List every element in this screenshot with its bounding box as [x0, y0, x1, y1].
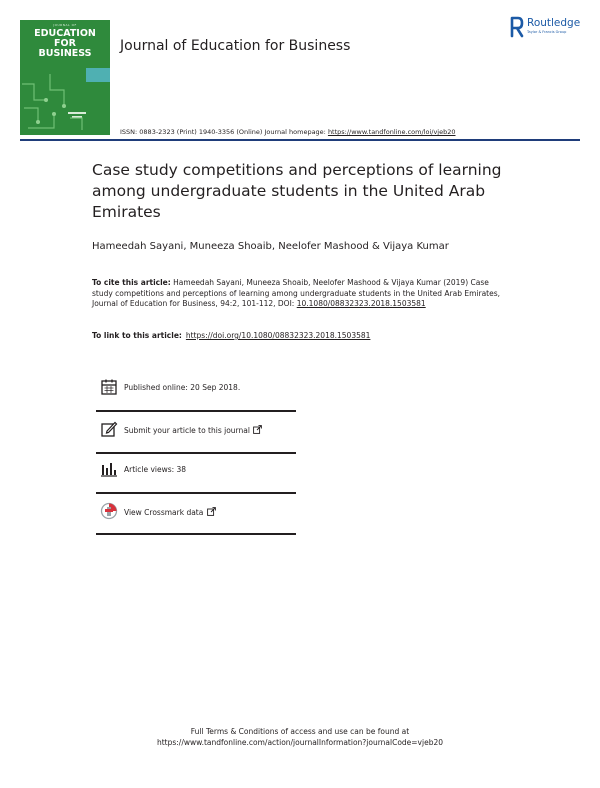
edit-icon — [100, 420, 118, 438]
journal-homepage-link[interactable]: https://www.tandfonline.com/loi/vjeb20 — [327, 128, 456, 136]
cite-label: To cite this article: — [92, 278, 171, 287]
publisher-name: Routledge — [527, 17, 581, 29]
info-divider — [96, 533, 296, 535]
external-link-icon — [253, 425, 262, 434]
published-date: Published online: 20 Sep 2018. — [124, 383, 241, 392]
published-row — [96, 378, 296, 402]
info-divider — [96, 410, 296, 412]
issn-line — [120, 128, 456, 136]
cover-title-line-1: EDUCATION — [34, 28, 96, 39]
article-doi-link[interactable]: https://doi.org/10.1080/08832323.2018.1503581 — [185, 331, 371, 340]
info-divider — [96, 492, 296, 494]
crossmark-label: View Crossmark data — [124, 508, 204, 517]
external-link-icon — [207, 507, 216, 516]
article-views-row — [96, 460, 296, 484]
journal-name: Journal of Education for Business — [120, 38, 351, 54]
journal-cover[interactable] — [20, 20, 110, 135]
article-authors: Hameedah Sayani, Muneeza Shoaib, Neelofer Mashood & Vijaya Kumar — [92, 241, 449, 252]
article-link-row — [92, 331, 370, 340]
crossmark-link[interactable] — [124, 507, 216, 517]
submit-article-label: Submit your article to this journal — [124, 426, 250, 435]
link-label: To link to this article: — [92, 331, 182, 340]
article-title: Case study competitions and perceptions of learning among undergraduate students in the United Arab Emirates — [92, 161, 502, 221]
publisher-logo[interactable] — [510, 16, 592, 40]
info-divider — [96, 452, 296, 454]
crossmark-row[interactable] — [96, 502, 296, 526]
submit-article-row[interactable] — [96, 420, 296, 444]
cover-title-line-2: FOR — [54, 38, 76, 49]
cite-doi-link[interactable]: 10.1080/08832323.2018.1503581 — [296, 299, 426, 308]
cover-accent — [86, 68, 110, 82]
citation-block — [92, 278, 512, 310]
bar-chart-icon — [100, 460, 118, 478]
cover-title-line-3: BUSINESS — [38, 48, 92, 59]
footer-terms-link[interactable]: https://www.tandfonline.com/action/journalInformation?journalCode=vjeb20 — [156, 738, 444, 747]
crossmark-icon — [100, 502, 118, 520]
routledge-r-icon — [510, 16, 524, 38]
calendar-icon — [100, 378, 118, 396]
header-divider — [20, 139, 580, 141]
issn-text: ISSN: 0883-2323 (Print) 1940-3356 (Online) Journal homepage: — [120, 128, 328, 136]
cover-small-text: JOURNAL OF — [53, 23, 77, 27]
article-views: Article views: 38 — [124, 465, 187, 474]
submit-article-link[interactable] — [124, 425, 262, 435]
publisher-subtitle: Taylor & Francis Group — [527, 30, 567, 34]
footer-terms: Full Terms & Conditions of access and use can be found at — [190, 727, 410, 736]
cite-text: Hameedah Sayani, Muneeza Shoaib, Neelofer Mashood & Vijaya Kumar (2019) Case study competitions and perceptions of learning among undergraduate students in the United Arab Emirates, Journal of Education for Business, 94:2, 101-112, DOI: — [92, 278, 501, 308]
